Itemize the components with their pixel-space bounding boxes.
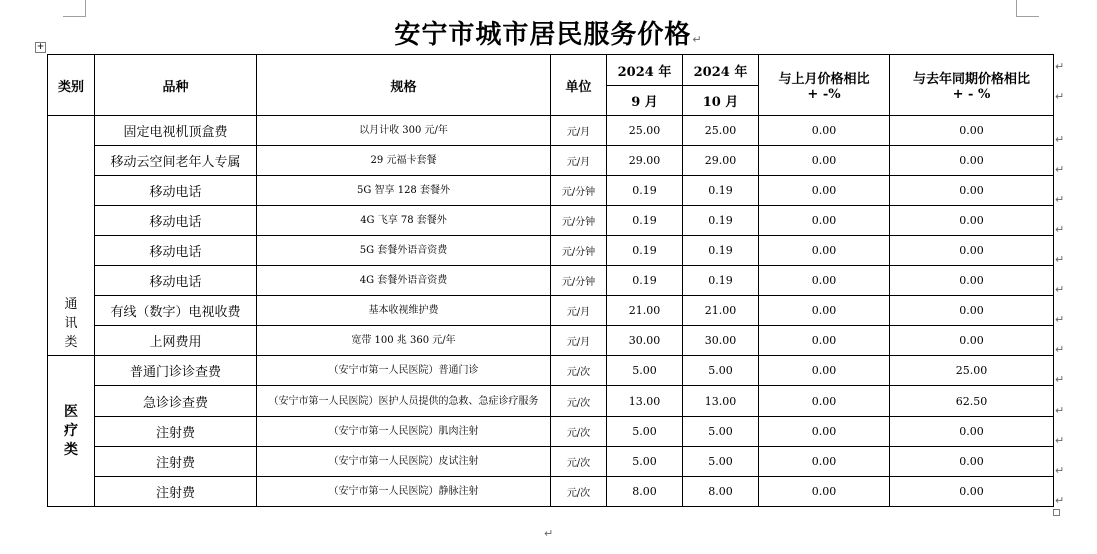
cell-item: 急诊诊查费 <box>95 386 257 417</box>
cell-oct: 25.00 <box>683 116 759 146</box>
cell-unit: 元/分钟 <box>551 206 607 236</box>
cell-oct: 13.00 <box>683 386 759 417</box>
cell-item: 移动电话 <box>95 176 257 206</box>
cell-mom: 0.00 <box>759 477 890 507</box>
cell-oct: 0.19 <box>683 266 759 296</box>
row-end-mark: ↵ <box>1055 373 1065 386</box>
row-end-mark: ↵ <box>1055 494 1065 507</box>
cell-unit: 元/分钟 <box>551 236 607 266</box>
cell-item: 移动电话 <box>95 206 257 236</box>
cell-mom: 0.00 <box>759 146 890 176</box>
cell-sep: 0.19 <box>607 236 683 266</box>
cell-sep: 30.00 <box>607 326 683 356</box>
cell-item: 移动电话 <box>95 266 257 296</box>
cell-sep: 8.00 <box>607 477 683 507</box>
cell-sep: 29.00 <box>607 146 683 176</box>
cell-spec: 4G 飞享 78 套餐外 <box>257 206 551 236</box>
row-end-mark: ↵ <box>1055 90 1065 103</box>
cell-unit: 元/次 <box>551 477 607 507</box>
header-oct-month: 10 月 <box>683 86 759 116</box>
table-row <box>48 417 1054 447</box>
cell-mom: 0.00 <box>759 116 890 146</box>
table-row <box>48 206 1054 236</box>
cell-item: 注射费 <box>95 447 257 477</box>
cell-spec: 宽带 100 兆 360 元/年 <box>257 326 551 356</box>
cell-mom: 0.00 <box>759 206 890 236</box>
cell-unit: 元/次 <box>551 417 607 447</box>
cell-oct: 0.19 <box>683 236 759 266</box>
cell-yoy: 0.00 <box>890 477 1054 507</box>
table-row <box>48 236 1054 266</box>
cell-yoy: 62.50 <box>890 386 1054 417</box>
cell-item: 移动电话 <box>95 236 257 266</box>
cell-unit: 元/月 <box>551 146 607 176</box>
cell-mom: 0.00 <box>759 176 890 206</box>
cell-oct: 21.00 <box>683 296 759 326</box>
cell-yoy: 0.00 <box>890 146 1054 176</box>
cell-mom: 0.00 <box>759 386 890 417</box>
cell-mom: 0.00 <box>759 266 890 296</box>
price-table <box>47 54 1054 507</box>
cell-spec: （安宁市第一人民医院）静脉注射 <box>257 477 551 507</box>
cell-unit: 元/次 <box>551 386 607 417</box>
table-row <box>48 266 1054 296</box>
row-end-mark: ↵ <box>1055 223 1065 236</box>
cell-unit: 元/月 <box>551 326 607 356</box>
cell-spec: 5G 智享 128 套餐外 <box>257 176 551 206</box>
cell-mom: 0.00 <box>759 447 890 477</box>
header-unit: 单位 <box>551 55 607 116</box>
cell-yoy: 0.00 <box>890 266 1054 296</box>
cell-oct: 0.19 <box>683 176 759 206</box>
header-category: 类别 <box>48 55 95 116</box>
row-end-mark: ↵ <box>1055 404 1065 417</box>
cell-item: 普通门诊诊查费 <box>95 356 257 386</box>
category-cell: 通 讯 类 <box>48 116 95 356</box>
crop-mark-top-right <box>1016 0 1039 17</box>
table-row <box>48 447 1054 477</box>
row-end-mark: ↵ <box>1055 253 1065 266</box>
header-sep-year: 2024 年 <box>607 55 683 86</box>
cell-yoy: 0.00 <box>890 116 1054 146</box>
row-end-mark: ↵ <box>1055 133 1065 146</box>
cell-mom: 0.00 <box>759 296 890 326</box>
cell-unit: 元/月 <box>551 116 607 146</box>
cell-oct: 5.00 <box>683 447 759 477</box>
cell-sep: 5.00 <box>607 447 683 477</box>
cell-sep: 0.19 <box>607 266 683 296</box>
table-row <box>48 386 1054 417</box>
cell-unit: 元/月 <box>551 296 607 326</box>
cell-sep: 5.00 <box>607 356 683 386</box>
cell-mom: 0.00 <box>759 236 890 266</box>
header-year-on-year: 与去年同期价格相比 + - % <box>890 55 1054 116</box>
table-resize-handle-icon[interactable] <box>1053 509 1060 516</box>
row-end-mark: ↵ <box>1055 434 1065 447</box>
cell-sep: 21.00 <box>607 296 683 326</box>
cell-item: 注射费 <box>95 417 257 447</box>
cell-yoy: 0.00 <box>890 447 1054 477</box>
table-row <box>48 477 1054 507</box>
crop-mark-top-left <box>63 0 86 17</box>
cell-unit: 元/次 <box>551 356 607 386</box>
table-row <box>48 176 1054 206</box>
cell-sep: 25.00 <box>607 116 683 146</box>
row-end-mark: ↵ <box>1055 60 1065 73</box>
row-end-mark: ↵ <box>1055 313 1065 326</box>
cell-mom: 0.00 <box>759 356 890 386</box>
cell-oct: 8.00 <box>683 477 759 507</box>
cell-spec: 5G 套餐外语音资费 <box>257 236 551 266</box>
table-move-handle-icon[interactable]: + <box>36 42 45 52</box>
cell-yoy: 0.00 <box>890 326 1054 356</box>
cell-unit: 元/次 <box>551 447 607 477</box>
cell-oct: 5.00 <box>683 356 759 386</box>
page-title: 安宁市城市居民服务价格↵ <box>394 20 703 50</box>
table-row <box>48 146 1054 176</box>
table-row <box>48 356 1054 386</box>
cell-oct: 0.19 <box>683 206 759 236</box>
header-month-on-month: 与上月价格相比 + -% <box>759 55 890 116</box>
cell-oct: 5.00 <box>683 417 759 447</box>
row-end-mark: ↵ <box>1055 163 1065 176</box>
cell-spec: （安宁市第一人民医院）普通门诊 <box>257 356 551 386</box>
category-cell: 医 疗 类 <box>48 356 95 507</box>
row-end-mark: ↵ <box>1055 343 1065 356</box>
cell-item: 固定电视机顶盒费 <box>95 116 257 146</box>
row-end-mark: ↵ <box>1055 283 1065 296</box>
header-item: 品种 <box>95 55 257 116</box>
end-paragraph-mark: ↵ <box>544 527 554 540</box>
table-row <box>48 116 1054 146</box>
row-end-mark: ↵ <box>1055 464 1065 477</box>
cell-sep: 5.00 <box>607 417 683 447</box>
cell-sep: 0.19 <box>607 206 683 236</box>
cell-yoy: 25.00 <box>890 356 1054 386</box>
cell-mom: 0.00 <box>759 417 890 447</box>
row-end-mark: ↵ <box>1055 193 1065 206</box>
header-sep-month: 9 月 <box>607 86 683 116</box>
table-row <box>48 296 1054 326</box>
header-spec: 规格 <box>257 55 551 116</box>
header-oct-year: 2024 年 <box>683 55 759 86</box>
price-table-body <box>48 116 1054 507</box>
cell-yoy: 0.00 <box>890 176 1054 206</box>
cell-item: 上网费用 <box>95 326 257 356</box>
cell-unit: 元/分钟 <box>551 176 607 206</box>
cell-yoy: 0.00 <box>890 296 1054 326</box>
cell-sep: 13.00 <box>607 386 683 417</box>
table-row <box>48 326 1054 356</box>
cell-unit: 元/分钟 <box>551 266 607 296</box>
cell-spec: （安宁市第一人民医院）皮试注射 <box>257 447 551 477</box>
cell-yoy: 0.00 <box>890 206 1054 236</box>
cell-oct: 29.00 <box>683 146 759 176</box>
cell-yoy: 0.00 <box>890 236 1054 266</box>
cell-yoy: 0.00 <box>890 417 1054 447</box>
cell-spec: 29 元福卡套餐 <box>257 146 551 176</box>
cell-sep: 0.19 <box>607 176 683 206</box>
cell-spec: 基本收视维护费 <box>257 296 551 326</box>
cell-spec: 以月计收 300 元/年 <box>257 116 551 146</box>
cell-mom: 0.00 <box>759 326 890 356</box>
cell-spec: 4G 套餐外语音资费 <box>257 266 551 296</box>
cell-spec: （安宁市第一人民医院）医护人员提供的急救、急症诊疗服务 <box>257 386 551 417</box>
cell-item: 移动云空间老年人专属 <box>95 146 257 176</box>
cell-item: 注射费 <box>95 477 257 507</box>
cell-spec: （安宁市第一人民医院）肌肉注射 <box>257 417 551 447</box>
cell-item: 有线（数字）电视收费 <box>95 296 257 326</box>
cell-oct: 30.00 <box>683 326 759 356</box>
